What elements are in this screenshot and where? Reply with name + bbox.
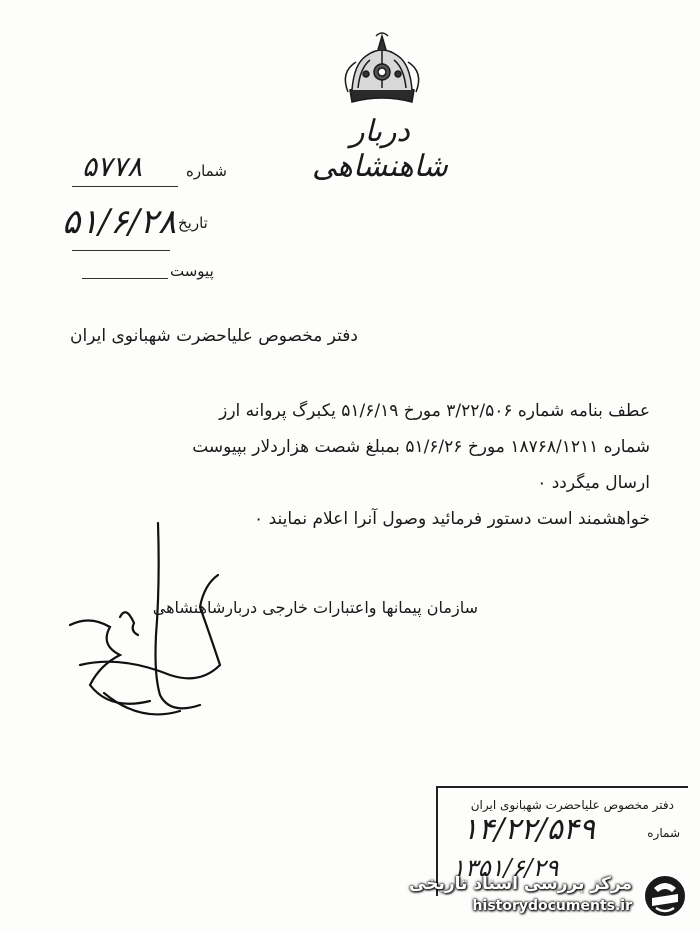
watermark-text-fa: مرکز بررسی اسناد تاریخی: [409, 874, 632, 894]
date-value: ۵۱/۶/۲۸: [62, 202, 177, 242]
number-underline: [72, 186, 178, 187]
stamp-number-value: ۱۴/۲۲/۵۴۹: [462, 812, 596, 847]
signature-organization: سازمان پیمانها واعتبارات خارجی دربارشاهنشاهی: [152, 598, 478, 617]
letter-body: [40, 396, 650, 534]
number-value: ۵۷۷۸: [82, 150, 143, 183]
attachment-label: پیوست: [170, 262, 214, 280]
recipient: دفتر مخصوص علیاحضرت شهبانوی ایران: [70, 326, 358, 346]
watermark-text-en: historydocuments.ir: [472, 898, 632, 914]
body-line: خواهشمند است دستور فرمائید وصول آنرا اعلام نمایند ۰: [254, 509, 650, 529]
handwritten-signature-icon: [60, 515, 230, 725]
stamp-number-label: شماره: [647, 826, 680, 840]
date-underline: [72, 250, 170, 251]
body-line: ارسال میگردد ۰: [537, 473, 650, 493]
attachment-underline: [82, 278, 168, 279]
stamp-date-value: ۱۳۵۱/۶/۲۹: [452, 854, 559, 882]
archive-logo-icon: [640, 872, 690, 920]
crown-emblem-icon: [336, 32, 428, 108]
date-label: تاریخ: [178, 214, 208, 232]
body-line: عطف بنامه شماره ۳/۲۲/۵۰۶ مورخ ۵۱/۶/۱۹ یکبرگ پروانه ارز: [219, 401, 650, 421]
archive-watermark: [409, 870, 694, 922]
number-label: شماره: [186, 162, 227, 180]
stamp-title: دفتر مخصوص علیاحضرت شهبانوی ایران: [470, 798, 674, 812]
body-line: شماره ۱۸۷۶۸/۱۲۱۱ مورخ ۵۱/۶/۲۶ بمبلغ شصت هزاردلار بپیوست: [192, 437, 650, 457]
court-title: دربار شاهنشاهی: [312, 114, 448, 184]
